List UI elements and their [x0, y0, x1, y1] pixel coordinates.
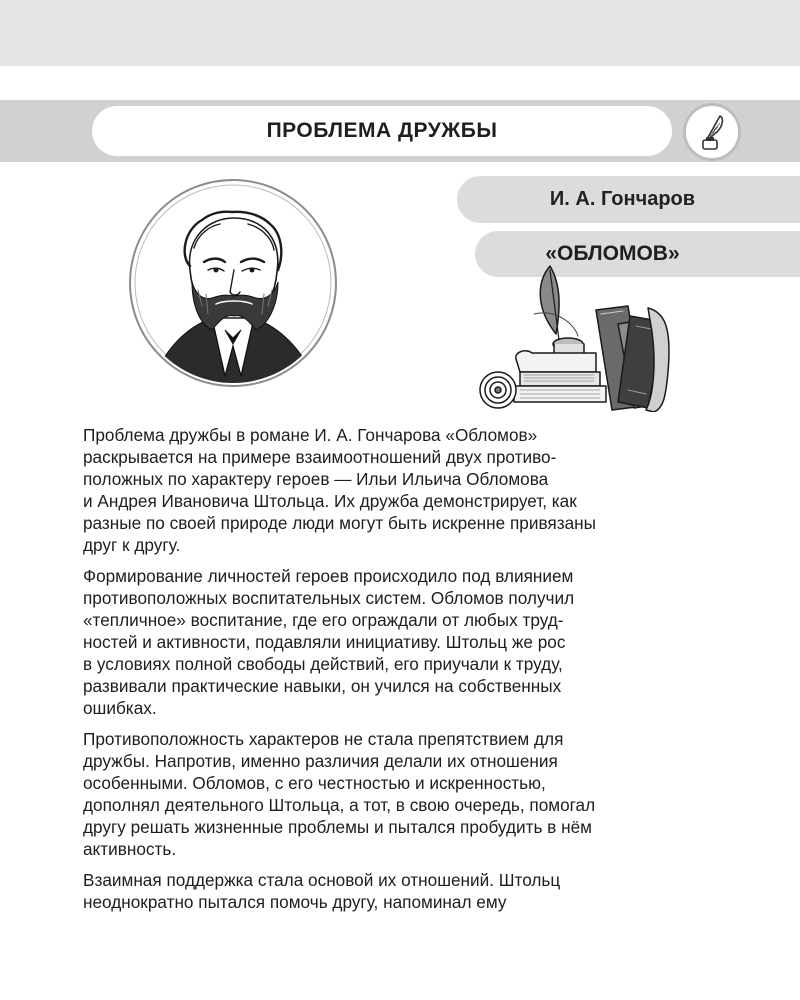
text-line: Формирование личностей героев происходило под влиянием	[83, 566, 574, 586]
text-line: Противоположность характеров не стала препятствием для	[83, 729, 564, 749]
text-line: друг к другу.	[83, 535, 181, 555]
book-title: «ОБЛОМОВ»	[545, 242, 680, 265]
text-line: развивали практические навыки, он учился на собственных	[83, 676, 562, 696]
author-name: И. А. Гончаров	[549, 188, 696, 210]
text-line: раскрывается на примере взаимоотношений двух противо-	[83, 447, 557, 467]
title-pill	[92, 106, 672, 156]
text-line: противоположных воспитательных систем. Обломов получил	[83, 588, 575, 608]
paragraph	[83, 424, 723, 556]
paragraph	[83, 728, 723, 860]
text-line: ностей и активности, подавляли инициативу. Штольц же рос	[83, 632, 566, 652]
text-line: ошибках.	[83, 698, 157, 718]
text-line: «тепличное» воспитание, где его ограждали от любых труд-	[83, 610, 564, 630]
quill-inkwell-icon	[683, 103, 741, 161]
text-line: активность.	[83, 839, 177, 859]
text-line: в условиях полной свободы действий, его приучали к труду,	[83, 654, 563, 674]
text-line: дружбы. Напротив, именно различия делали их отношения	[83, 751, 558, 771]
author-banner	[457, 176, 800, 223]
text-line: положных по характеру героев — Ильи Ильича Обломова	[83, 469, 549, 489]
author-portrait	[128, 178, 338, 388]
text-line: особенными. Обломов, с его честностью и искренностью,	[83, 773, 546, 793]
text-line: неоднократно пытался помочь другу, напоминал ему	[83, 892, 507, 912]
text-line: дополнял деятельного Штольца, а тот, в свою очередь, помогал	[83, 795, 596, 815]
paragraph	[83, 869, 723, 913]
text-line: и Андрея Ивановича Штольца. Их дружба демонстрирует, как	[83, 491, 577, 511]
text-line: другу решать жизненные проблемы и пытался пробудить в нём	[83, 817, 592, 837]
page-title: ПРОБЛЕМА ДРУЖБЫ	[266, 119, 498, 142]
books-and-quill-illustration	[468, 262, 700, 412]
text-line: разные по своей природе люди могут быть искренне привязаны	[83, 513, 596, 533]
text-line: Проблема дружбы в романе И. А. Гончарова «Обломов»	[83, 425, 538, 445]
text-line: Взаимная поддержка стала основой их отношений. Штольц	[83, 870, 561, 890]
top-margin-band	[0, 0, 800, 66]
article-body	[83, 424, 723, 922]
paragraph	[83, 565, 723, 719]
